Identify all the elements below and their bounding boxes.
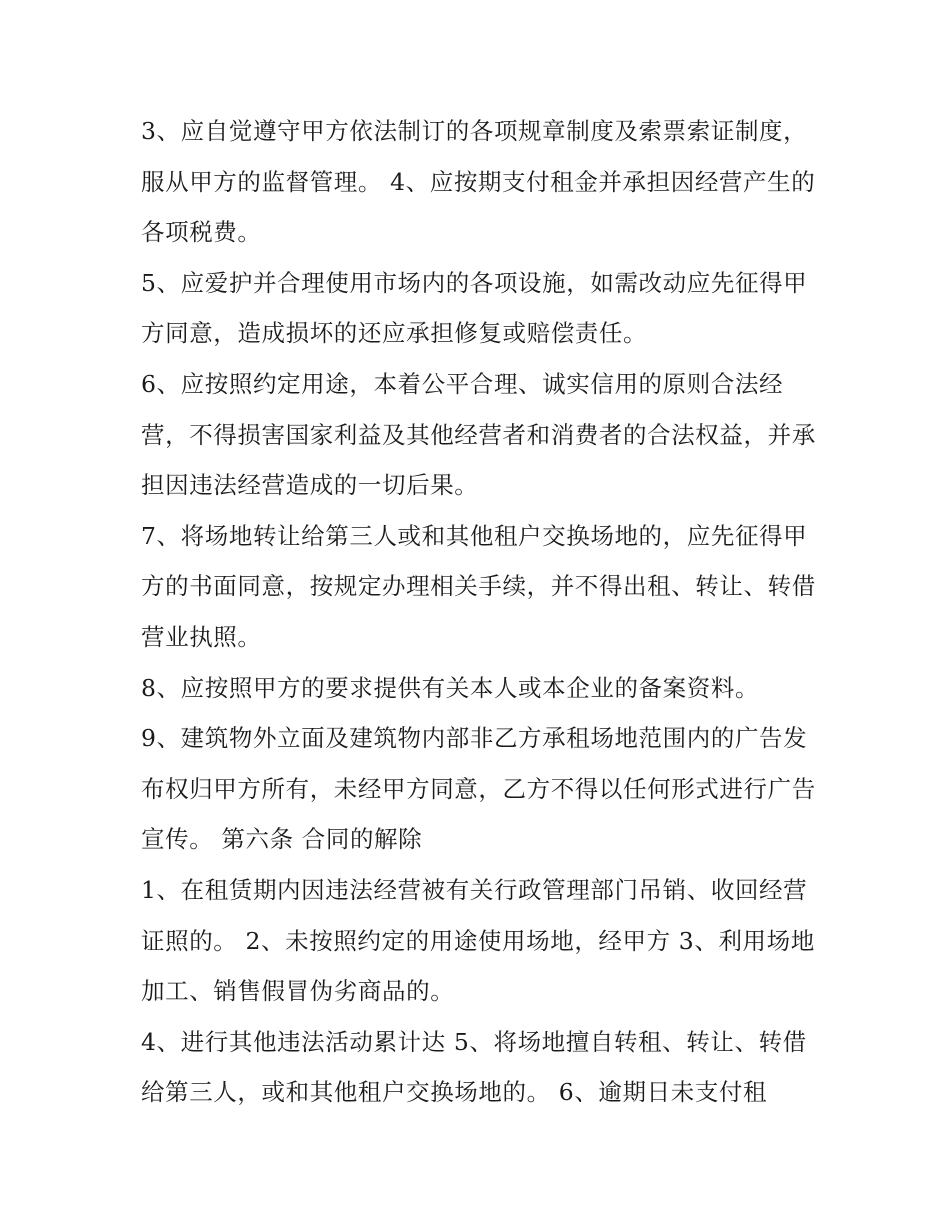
- paragraph-clause-9: 9、建筑物外立面及建筑物内部非乙方承租场地范围内的广告发布权归甲方所有，未经甲方同意，乙方不得以任何形式进行广告宣传。 第六条 合同的解除: [141, 724, 816, 854]
- paragraph-termination-4-6: 4、进行其他违法活动累计达 5、将场地擅自转租、转让、转借给第三人，或和其他租户交换场地的。 6、逾期日未支付租: [141, 1027, 807, 1107]
- document-body: [141, 106, 821, 1118]
- paragraph-clause-6: 6、应按照约定用途，本着公平合理、诚实信用的原则合法经营，不得损害国家利益及其他经营者和消费者的合法权益，并承担因违法经营造成的一切后果。: [141, 369, 816, 500]
- paragraph-clause-8: 8、应按照甲方的要求提供有关本人或本企业的备案资料。: [141, 673, 760, 702]
- paragraph-termination-1-3: 1、在租赁期内因违法经营被有关行政管理部门吊销、收回经营证照的。 2、未按照约定的用途使用场地，经甲方 3、利用场地加工、销售假冒伪劣商品的。: [141, 875, 815, 1006]
- paragraph-clause-7: 7、将场地转让给第三人或和其他租户交换场地的，应先征得甲方的书面同意，按规定办理相关手续，并不得出租、转让、转借营业执照。: [141, 521, 816, 651]
- paragraph-clause-3-4: 3、应自觉遵守甲方依法制订的各项规章制度及索票索证制度，服从甲方的监督管理。 4、应按期支付租金并承担因经营产生的各项税费。: [141, 117, 816, 247]
- paragraph-clause-5: 5、应爱护并合理使用市场内的各项设施，如需改动应先征得甲方同意，造成损坏的还应承担修复或赔偿责任。: [141, 268, 808, 348]
